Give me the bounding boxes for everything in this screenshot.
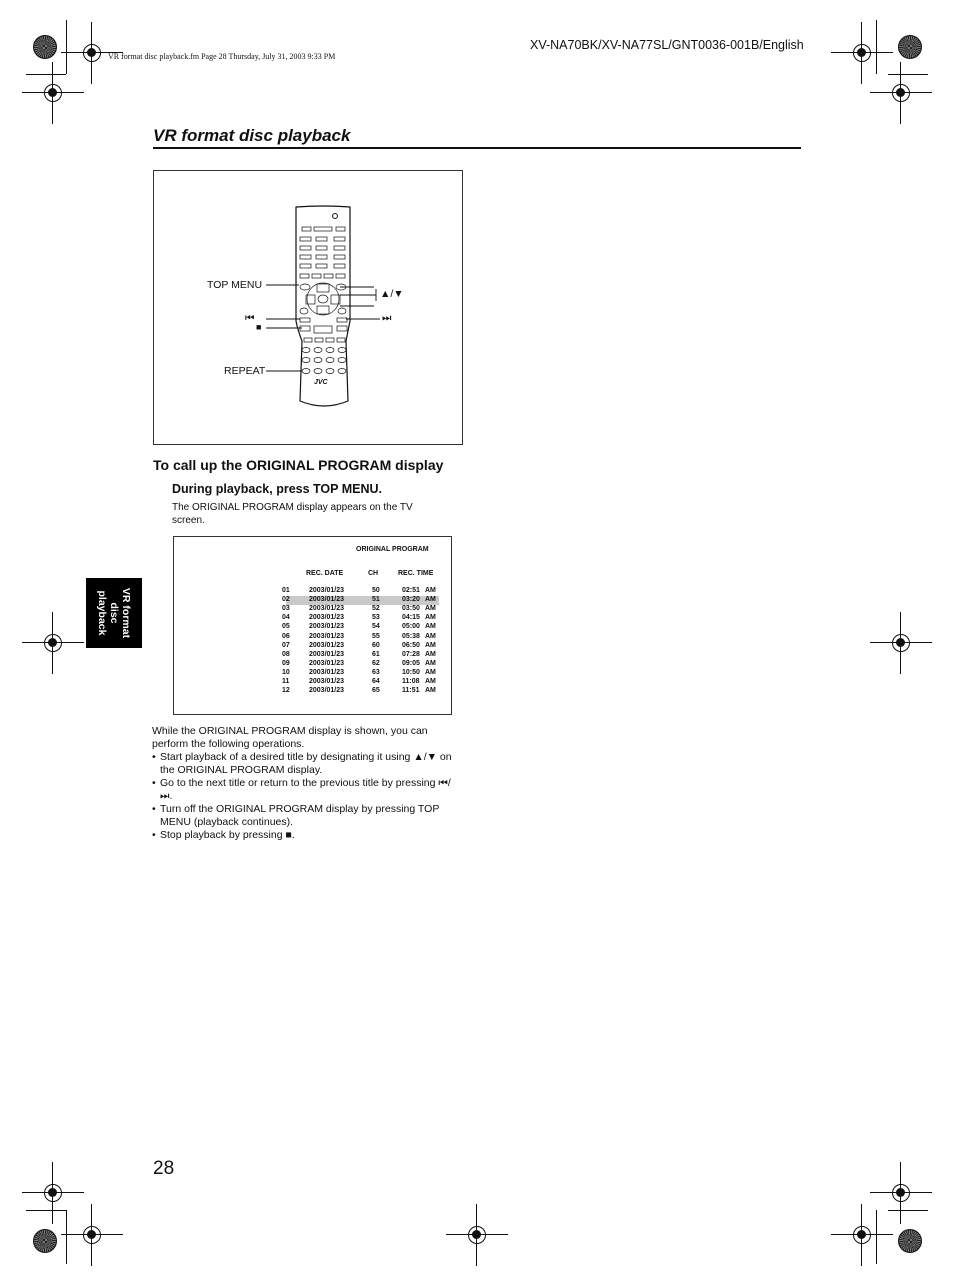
bullet-icon: • — [152, 803, 156, 815]
row-time: 11:51 — [402, 687, 420, 695]
row-channel: 53 — [372, 614, 380, 622]
bullet-icon: • — [152, 751, 156, 763]
registration-mark-icon — [77, 38, 107, 68]
table-row[interactable] — [282, 623, 439, 632]
table-row[interactable] — [282, 650, 439, 660]
list-item — [152, 829, 457, 842]
row-time: 11:08 — [402, 678, 420, 685]
row-channel: 65 — [372, 687, 380, 695]
step-note: The ORIGINAL PROGRAM display appears on the TV screen. — [172, 502, 413, 526]
table-row[interactable] — [282, 596, 439, 605]
row-date: 2003/01/23 — [309, 623, 345, 631]
row-channel: 62 — [372, 659, 380, 667]
row-time: 06:50 — [402, 641, 420, 649]
row-ampm: AM — [425, 587, 436, 594]
row-channel: 63 — [372, 668, 380, 676]
row-channel: 51 — [372, 596, 380, 604]
row-ampm: AM — [425, 650, 436, 658]
row-number: 01 — [282, 587, 290, 594]
color-dial-icon — [33, 35, 57, 59]
list-item — [152, 803, 457, 829]
registration-mark-icon — [38, 78, 68, 108]
list-item-text: Start playback of a desired title by designating it using ▲/▼ on the ORIGINAL PROGRAM display. — [160, 751, 452, 776]
row-date: 2003/01/23 — [309, 605, 345, 613]
original-program-screen — [173, 536, 452, 715]
operations-intro: While the ORIGINAL PROGRAM display is shown, you can perform the following operations. — [152, 725, 428, 750]
row-number: 10 — [282, 668, 290, 676]
row-number: 12 — [282, 687, 290, 695]
row-ampm: AM — [425, 596, 436, 604]
color-dial-icon — [898, 35, 922, 59]
row-ampm: AM — [425, 659, 436, 667]
row-number: 03 — [282, 605, 290, 613]
crop-line — [26, 74, 66, 75]
row-ampm: AM — [425, 632, 436, 640]
table-row[interactable] — [282, 668, 439, 678]
side-tab-label: VR format disc playback — [96, 587, 132, 639]
bullet-icon: • — [152, 777, 156, 789]
row-ampm: AM — [425, 623, 436, 631]
remote-figure — [153, 170, 463, 445]
registration-mark-icon — [38, 1178, 68, 1208]
row-date: 2003/01/23 — [309, 641, 345, 649]
row-number: 06 — [282, 632, 290, 640]
registration-mark-icon — [462, 1220, 492, 1250]
row-time: 10:50 — [402, 668, 420, 676]
row-date: 2003/01/23 — [309, 614, 345, 622]
top-menu-label: TOP MENU — [207, 279, 263, 291]
list-item — [152, 777, 457, 803]
row-date: 2003/01/23 — [309, 659, 345, 667]
row-channel: 61 — [372, 650, 380, 658]
operations-list — [152, 751, 457, 842]
registration-mark-icon — [886, 78, 916, 108]
registration-mark-icon — [886, 628, 916, 658]
side-tab — [86, 578, 142, 648]
crop-line — [66, 20, 67, 74]
stop-label: ■ — [256, 322, 262, 332]
crop-line — [66, 1210, 67, 1264]
remote-control-icon — [154, 171, 462, 444]
crop-line — [888, 1210, 928, 1211]
row-date: 2003/01/23 — [309, 587, 345, 594]
up-down-label: ▲/▼ — [380, 288, 404, 300]
row-ampm: AM — [425, 641, 436, 649]
row-number: 08 — [282, 650, 290, 658]
repeat-label: REPEAT — [224, 365, 266, 377]
row-channel: 55 — [372, 632, 380, 640]
crop-line — [26, 1210, 66, 1211]
row-channel: 52 — [372, 605, 380, 613]
next-label: ⏭ — [382, 312, 392, 324]
registration-mark-icon — [77, 1220, 107, 1250]
list-item-text: Turn off the ORIGINAL PROGRAM display by pressing TOP MENU (playback continues). — [160, 803, 440, 828]
row-time: 09:05 — [402, 659, 420, 667]
list-item-text: Stop playback by pressing ■. — [160, 829, 295, 841]
title-rule — [153, 147, 801, 149]
prev-label: ⏮ — [245, 312, 255, 324]
call-up-heading: To call up the ORIGINAL PROGRAM display — [153, 457, 444, 473]
table-row[interactable] — [282, 641, 439, 651]
row-date: 2003/01/23 — [309, 687, 345, 695]
row-number: 05 — [282, 623, 290, 631]
row-time: 07:28 — [402, 650, 420, 658]
registration-mark-icon — [886, 1178, 916, 1208]
table-row[interactable] — [282, 605, 439, 614]
table-row[interactable] — [282, 632, 439, 642]
row-channel: 60 — [372, 641, 380, 649]
col-rec-time: REC. TIME — [398, 570, 434, 577]
row-date: 2003/01/23 — [309, 678, 345, 685]
row-time: 02:51 — [402, 587, 420, 594]
brand-logo: JVC — [314, 379, 328, 386]
row-ampm: AM — [425, 614, 436, 622]
row-number: 07 — [282, 641, 290, 649]
table-row[interactable] — [282, 659, 439, 669]
row-number: 09 — [282, 659, 290, 667]
page-number: 28 — [153, 1158, 175, 1179]
table-row[interactable] — [282, 587, 439, 596]
crop-line — [888, 74, 928, 75]
row-date: 2003/01/23 — [309, 632, 345, 640]
list-item — [152, 751, 457, 777]
row-time: 03:50 — [402, 605, 420, 613]
row-channel: 50 — [372, 587, 380, 594]
registration-mark-icon — [847, 1220, 877, 1250]
row-time: 04:15 — [402, 614, 420, 622]
row-time: 05:00 — [402, 623, 420, 631]
row-ampm: AM — [425, 605, 436, 613]
row-channel: 54 — [372, 623, 380, 631]
row-number: 02 — [282, 596, 290, 604]
col-rec-date: REC. DATE — [306, 570, 344, 577]
registration-mark-icon — [38, 628, 68, 658]
table-row[interactable] — [282, 678, 439, 687]
file-info: VR format disc playback.fm Page 28 Thursday, July 31, 2003 9:33 PM — [108, 52, 336, 61]
row-channel: 64 — [372, 678, 380, 685]
row-time: 05:38 — [402, 632, 420, 640]
row-date: 2003/01/23 — [309, 650, 345, 658]
table-row[interactable] — [282, 687, 439, 696]
row-date: 2003/01/23 — [309, 668, 345, 676]
col-ch: CH — [368, 570, 379, 577]
model-number: XV-NA70BK/XV-NA77SL/GNT0036-001B/English — [530, 38, 804, 52]
step-instruction: During playback, press TOP MENU. — [172, 482, 383, 496]
row-ampm: AM — [425, 678, 436, 685]
row-number: 04 — [282, 614, 290, 622]
bullet-icon: • — [152, 829, 156, 841]
row-number: 11 — [282, 678, 290, 685]
row-time: 03:20 — [402, 596, 420, 604]
section-title: VR format disc playback — [153, 126, 351, 145]
row-date: 2003/01/23 — [309, 596, 345, 604]
color-dial-icon — [33, 1229, 57, 1253]
table-row[interactable] — [282, 614, 439, 623]
registration-mark-icon — [847, 38, 877, 68]
list-item-text: Go to the next title or return to the previous title by pressing ⏮/⏭. — [160, 777, 451, 802]
screen-title: ORIGINAL PROGRAM — [356, 546, 429, 553]
row-ampm: AM — [425, 668, 436, 676]
row-ampm: AM — [425, 687, 436, 695]
color-dial-icon — [898, 1229, 922, 1253]
